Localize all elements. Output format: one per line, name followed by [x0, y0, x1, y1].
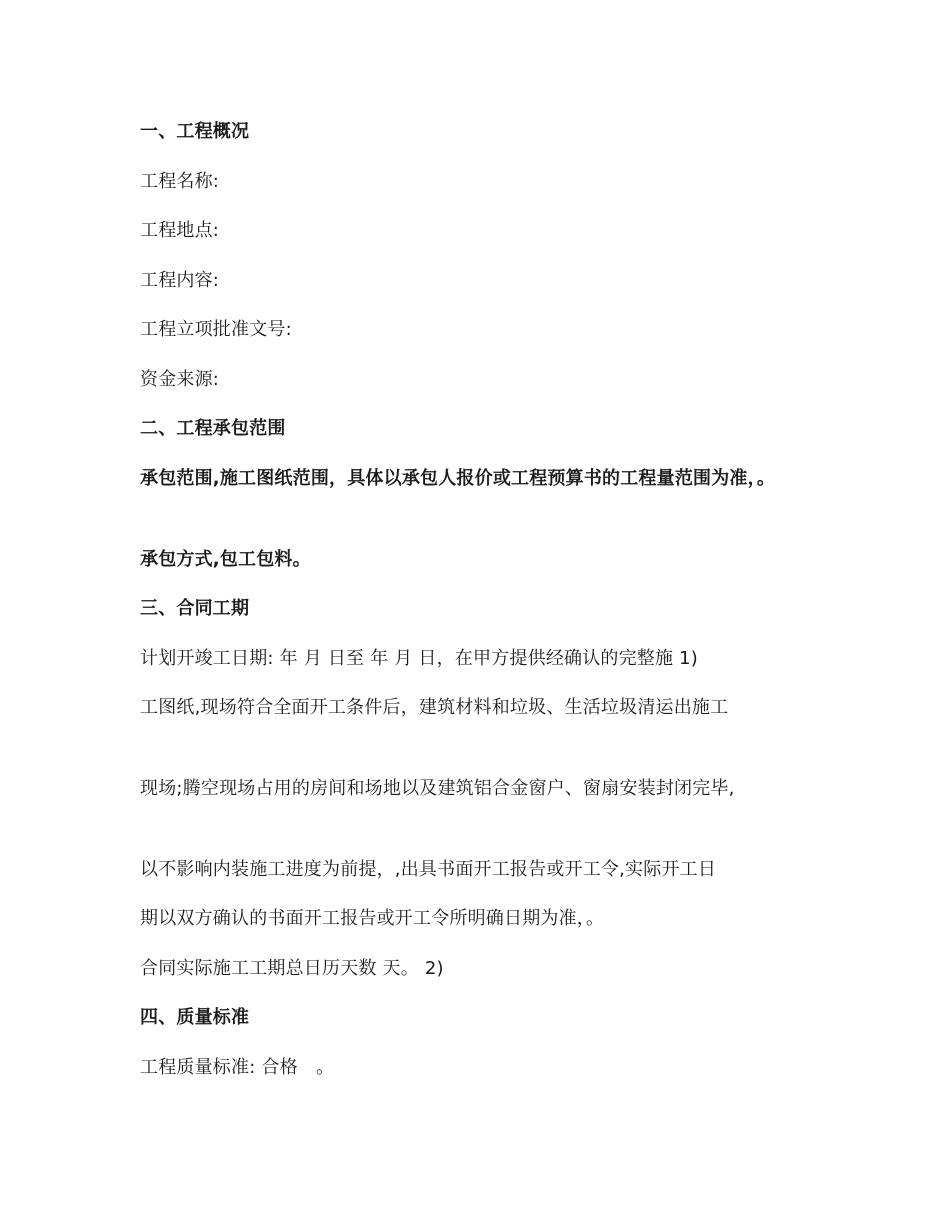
scope-paragraph: 承包范围,施工图纸范围，具体以承包人报价或工程预算书的工程量范围为准，。: [140, 468, 776, 489]
schedule-line-5: 期以双方确认的书面开工报告或开工令所明确日期为准，。: [140, 908, 605, 929]
section-heading-overview: 一、工程概况: [140, 121, 250, 142]
funding-source-label: 资金来源:: [140, 369, 220, 390]
quality-standard-paragraph: 工程质量标准: 合格 。: [140, 1057, 335, 1078]
schedule-line-1: 计划开竣工日期: 年 月 日至 年 月 日，在甲方提供经确认的完整施 1): [140, 648, 698, 669]
section-heading-quality: 四、质量标准: [140, 1007, 250, 1028]
schedule-line-4: 以不影响内装施工进度为前提，,出具书面开工报告或开工令,实际开工日: [140, 859, 717, 880]
schedule-line-2: 工图纸,现场符合全面开工条件后，建筑材料和垃圾、生活垃圾清运出施工: [140, 697, 729, 718]
project-location-label: 工程地点:: [140, 220, 220, 241]
contract-method-paragraph: 承包方式,包工包料。: [140, 549, 311, 570]
section-heading-scope: 二、工程承包范围: [140, 418, 286, 439]
project-name-label: 工程名称:: [140, 171, 220, 192]
approval-doc-label: 工程立项批准文号:: [140, 319, 292, 340]
section-heading-duration: 三、合同工期: [140, 598, 250, 619]
total-days-paragraph: 合同实际施工工期总日历天数 天。 2): [140, 958, 444, 979]
schedule-line-3: 现场;腾空现场占用的房间和场地以及建筑铝合金窗户、窗扇安装封闭完毕,: [140, 778, 735, 799]
project-content-label: 工程内容:: [140, 270, 220, 291]
